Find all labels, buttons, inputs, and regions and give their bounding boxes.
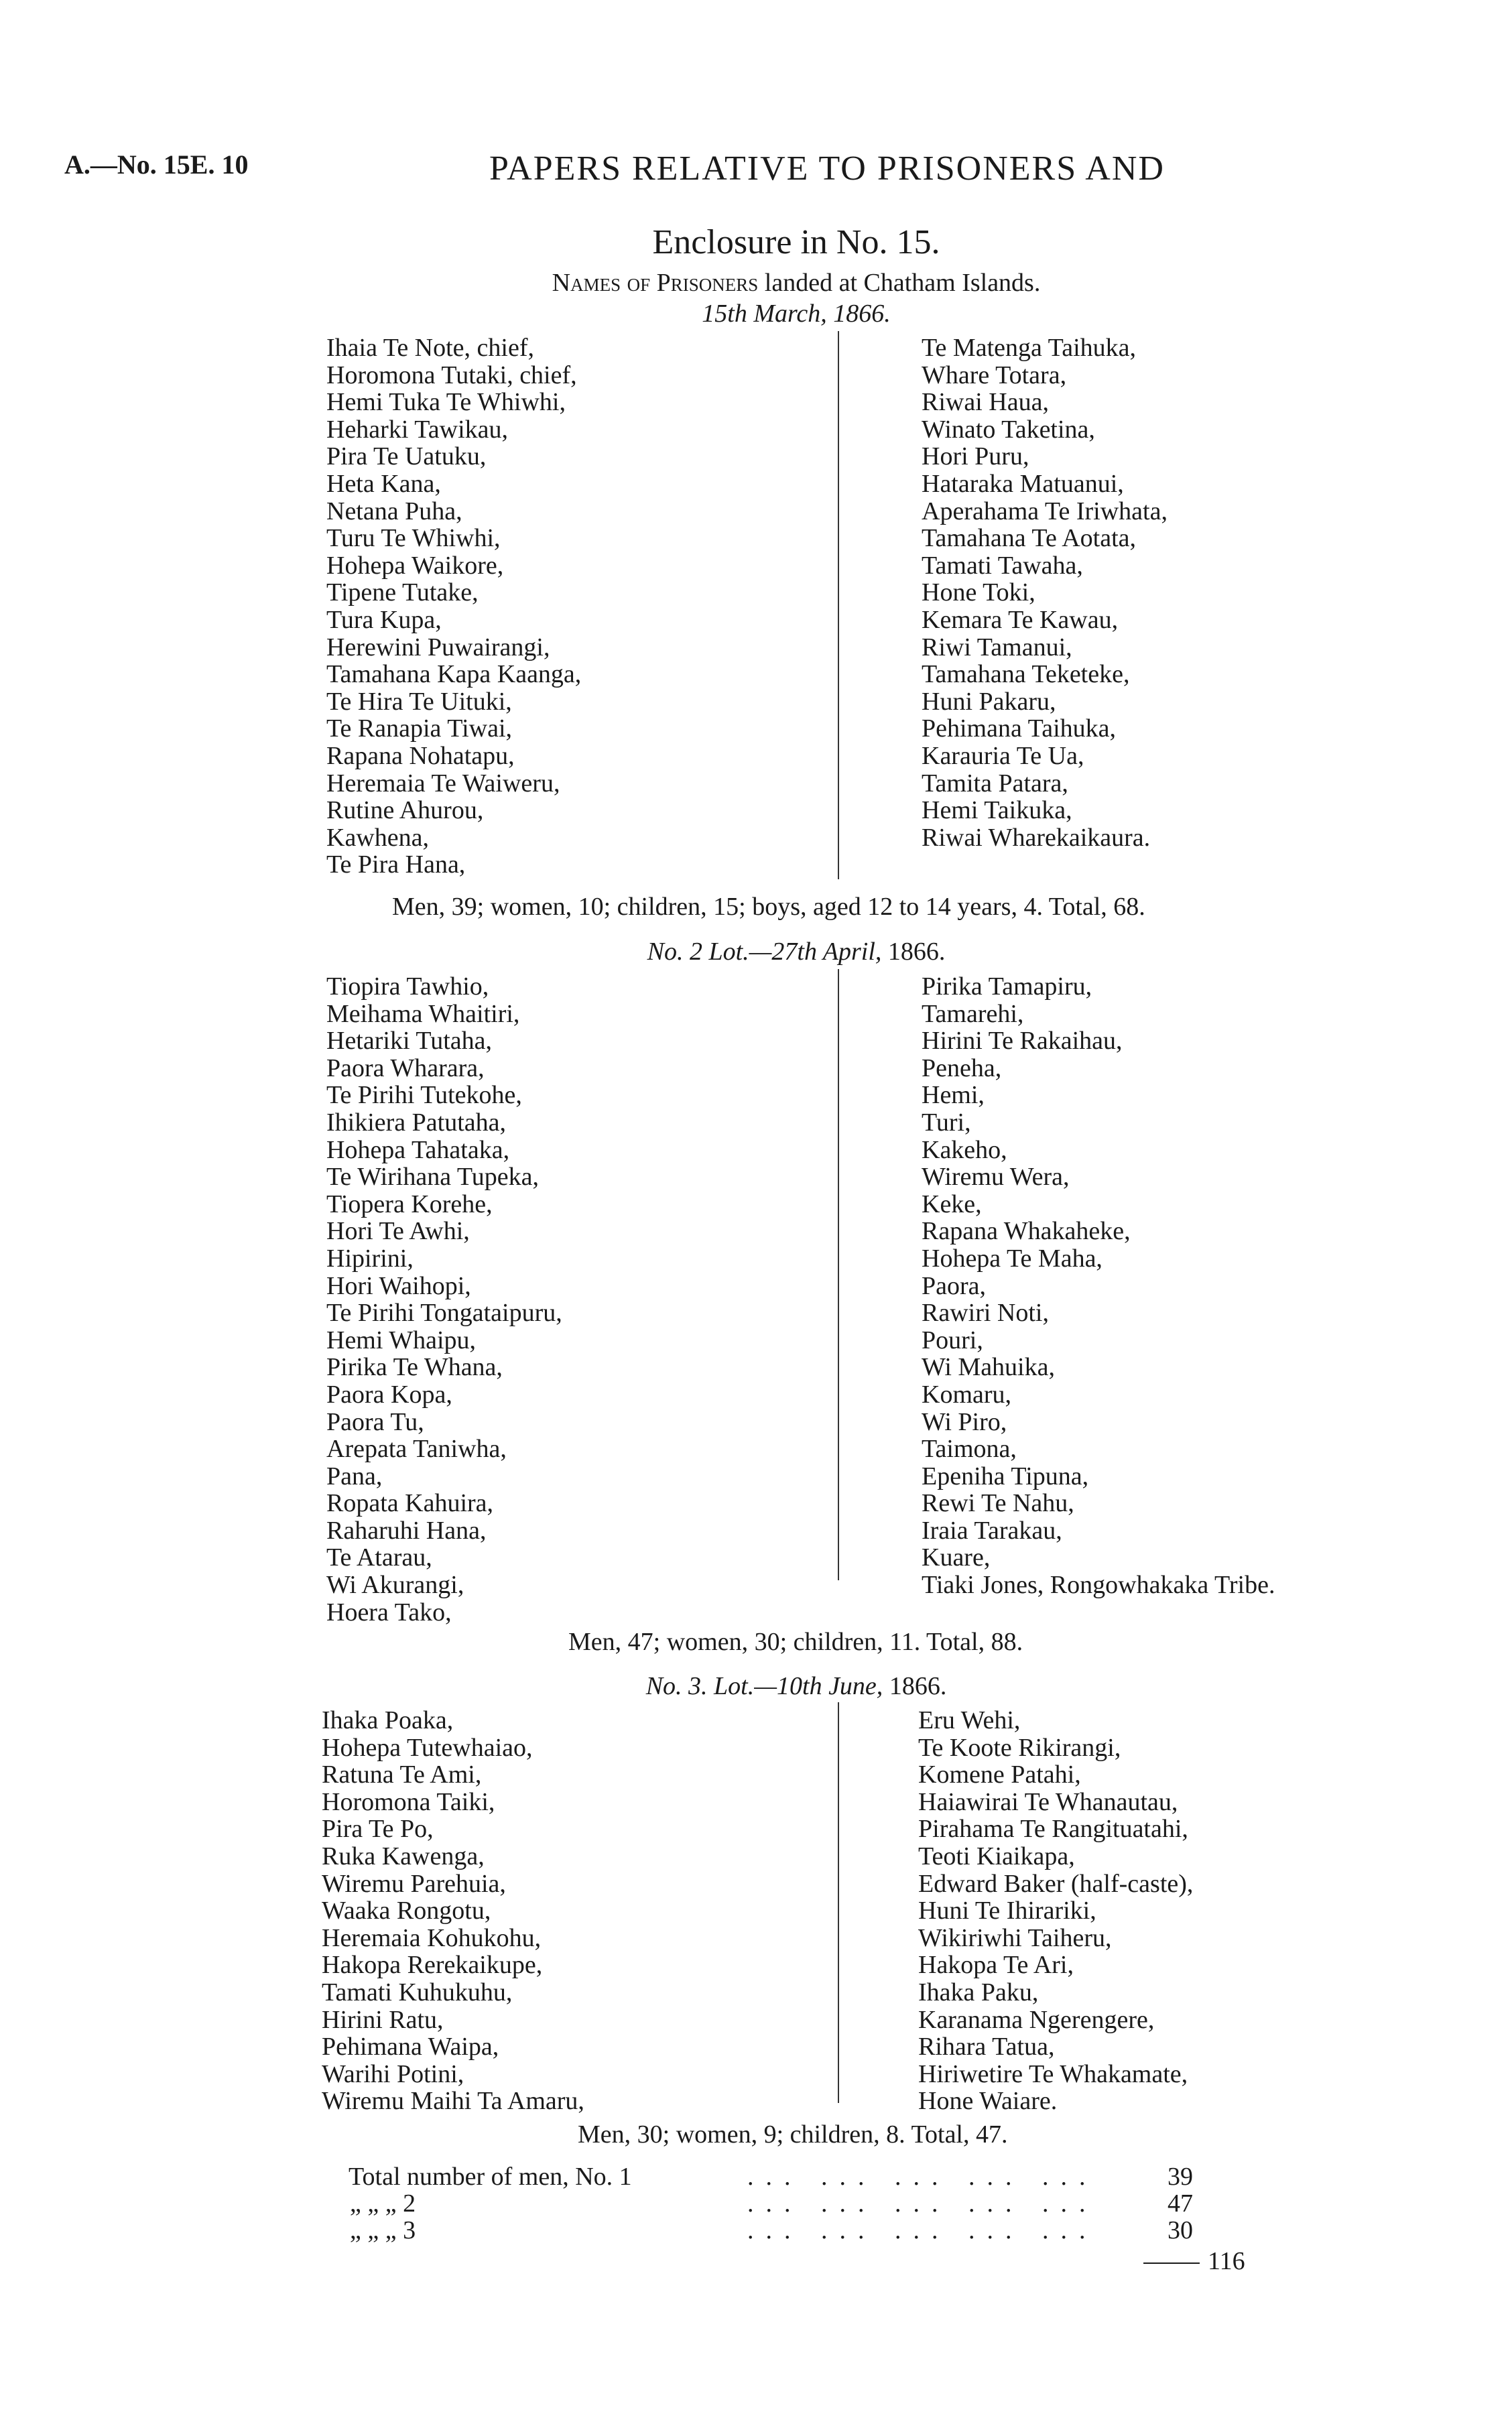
prisoner-name: Heremaia Te Waiweru, (326, 769, 560, 798)
lot2-heading (0, 937, 1512, 966)
prisoner-name: Tiaki Jones, Rongowhakaka Tribe. (922, 1571, 1275, 1600)
prisoner-name: Te Pirihi Tutekohe, (326, 1081, 522, 1110)
prisoner-name: Hemi, (922, 1081, 985, 1110)
total-rule (1143, 2262, 1200, 2264)
prisoner-name: Komaru, (922, 1380, 1012, 1409)
prisoner-name: Hohepa Te Maha, (922, 1244, 1102, 1273)
prisoner-name: Pirahama Te Rangituatahi, (918, 1815, 1188, 1844)
prisoner-name: Hemi Whaipu, (326, 1326, 477, 1354)
prisoner-name: Waaka Rongotu, (322, 1897, 491, 1925)
prisoner-name: Tamita Patara, (922, 769, 1068, 798)
lot2-column-divider (838, 969, 839, 1580)
prisoner-name: Ihaka Poaka, (322, 1706, 454, 1734)
prisoner-name: Wi Akurangi, (326, 1571, 464, 1600)
prisoner-name: Ihikiera Patutaha, (326, 1108, 507, 1137)
lot2-heading-prefix: No. 2 Lot.—27th April, (647, 938, 882, 966)
prisoner-name: Hori Te Awhi, (326, 1217, 470, 1246)
prisoner-name: Meihama Whaitiri, (326, 999, 520, 1028)
grand-total (1143, 2246, 1245, 2276)
prisoner-name: Hakopa Rerekaikupe, (322, 1951, 543, 1980)
totals-label: „ „ „ 2 (350, 2189, 416, 2218)
prisoner-name: Haiawirai Te Whanautau, (918, 1787, 1178, 1816)
prisoner-name: Iraia Tarakau, (922, 1516, 1062, 1545)
leader-dots: ... ... ... ... ... (747, 2216, 1098, 2244)
prisoner-name: Turi, (922, 1108, 971, 1137)
lot1-summary: Men, 39; women, 10; children, 15; boys, aged 12 to 14 years, 4. Total, 68. (392, 893, 1145, 921)
prisoner-name: Komene Patahi, (918, 1761, 1081, 1789)
prisoner-name: Horomona Tutaki, chief, (326, 361, 577, 389)
prisoner-name: Hiriwetire Te Whakamate, (918, 2059, 1188, 2088)
grand-total-value: 116 (1208, 2247, 1245, 2275)
prisoner-name: Hohepa Tahataka, (326, 1135, 510, 1164)
lot2-left-list (326, 973, 562, 1626)
leader-dots: ... ... ... ... ... (747, 2189, 1098, 2218)
prisoner-name: Ihaia Te Note, chief, (326, 334, 534, 362)
prisoner-name: Kawhena, (326, 823, 429, 852)
leader-dots: ... ... ... ... ... (747, 2163, 1098, 2191)
prisoner-name: Hori Puru, (922, 442, 1029, 471)
lot1-heading (0, 299, 1512, 328)
prisoner-name: Te Matenga Taihuka, (922, 334, 1137, 362)
prisoner-name: Hemi Tuka Te Whiwhi, (326, 388, 566, 417)
prisoner-name: Heta Kana, (326, 469, 441, 498)
prisoner-name: Hone Toki, (922, 578, 1035, 607)
prisoner-name: Tamarehi, (922, 999, 1024, 1028)
prisoner-name: Keke, (922, 1190, 982, 1218)
prisoner-name: Tamahana Te Aotata, (922, 524, 1137, 553)
prisoner-name: Te Wirihana Tupeka, (326, 1163, 540, 1192)
names-title-prefix: Names of Prisoners (552, 269, 759, 297)
prisoner-name: Ihaka Paku, (918, 1978, 1039, 2006)
prisoner-name: Hetariki Tutaha, (326, 1027, 492, 1056)
prisoner-name: Tamahana Teketeke, (922, 660, 1130, 689)
prisoner-name: Heremaia Kohukohu, (322, 1923, 542, 1952)
prisoner-name: Karanama Ngerengere, (918, 2005, 1155, 2034)
prisoner-name: Warihi Potini, (322, 2059, 464, 2088)
prisoner-name: Rihara Tatua, (918, 2033, 1055, 2061)
prisoner-name: Hohepa Tutewhaiao, (322, 1733, 533, 1762)
prisoner-name: Te Atarau, (326, 1543, 432, 1572)
lot3-right-list (918, 1707, 1193, 2115)
page-title: PAPERS RELATIVE TO PRISONERS AND (489, 149, 1165, 188)
prisoner-name: Wiremu Parehuia, (322, 1869, 506, 1898)
prisoner-name: Hirini Ratu, (322, 2005, 444, 2034)
prisoner-name: Taimona, (922, 1435, 1017, 1464)
prisoner-name: Tiopira Tawhio, (326, 972, 489, 1001)
prisoner-name: Pana, (326, 1462, 383, 1490)
prisoner-name: Netana Puha, (326, 497, 462, 525)
prisoner-name: Rutine Ahurou, (326, 796, 484, 825)
lot1-left-list (326, 334, 581, 879)
prisoner-name: Rapana Whakaheke, (922, 1217, 1131, 1246)
prisoner-name: Pehimana Waipa, (322, 2033, 499, 2061)
prisoner-name: Heharki Tawikau, (326, 415, 508, 444)
prisoner-name: Wikiriwhi Taiheru, (918, 1923, 1112, 1952)
prisoner-name: Riwi Tamanui, (922, 633, 1072, 661)
prisoner-name: Tamati Kuhukuhu, (322, 1978, 513, 2006)
prisoner-name: Peneha, (922, 1054, 1002, 1082)
lot3-left-list (322, 1707, 584, 2115)
prisoner-name: Winato Taketina, (922, 415, 1095, 444)
prisoner-name: Epeniha Tipuna, (922, 1462, 1089, 1490)
prisoner-name: Kakeho, (922, 1135, 1007, 1164)
lot3-heading (0, 1671, 1512, 1701)
prisoner-name: Pirika Tamapiru, (922, 972, 1092, 1001)
lot1-column-divider (838, 331, 839, 879)
enclosure-title: Enclosure in No. 15. (652, 223, 940, 261)
prisoner-name: Herewini Puwairangi, (326, 633, 550, 661)
lot1-heading-text: 15th March, 1866. (702, 300, 891, 328)
prisoner-name: Huni Pakaru, (922, 687, 1056, 716)
prisoner-name: Kuare, (922, 1543, 991, 1572)
prisoner-name: Rawiri Noti, (922, 1299, 1049, 1328)
prisoner-name: Te Koote Rikirangi, (918, 1733, 1121, 1762)
prisoner-name: Raharuhi Hana, (326, 1516, 487, 1545)
prisoner-name: Ruka Kawenga, (322, 1842, 485, 1870)
lot2-heading-year: 1866. (887, 938, 946, 966)
prisoner-name: Hataraka Matuanui, (922, 469, 1124, 498)
prisoner-name: Arepata Taniwha, (326, 1435, 507, 1464)
prisoner-name: Paora Wharara, (326, 1054, 485, 1082)
prisoner-name: Riwai Haua, (922, 388, 1049, 417)
page-reference: A.—No. 15E. 10 (64, 149, 249, 180)
prisoner-name: Tipene Tutake, (326, 578, 479, 607)
prisoner-name: Te Pirihi Tongataipuru, (326, 1299, 562, 1328)
lot1-right-list (922, 334, 1168, 851)
totals-value: 30 (1168, 2216, 1193, 2244)
prisoner-name: Ratuna Te Ami, (322, 1761, 482, 1789)
prisoner-name: Eru Wehi, (918, 1706, 1021, 1734)
lot3-heading-year: 1866. (889, 1672, 947, 1700)
prisoner-name: Pirika Te Whana, (326, 1353, 503, 1382)
prisoner-name: Karauria Te Ua, (922, 741, 1084, 770)
prisoner-name: Hirini Te Rakaihau, (922, 1027, 1123, 1056)
prisoner-name: Paora, (922, 1271, 987, 1300)
prisoner-name: Wi Mahuika, (922, 1353, 1055, 1382)
names-title (0, 268, 1512, 298)
lot3-column-divider (838, 1702, 839, 2103)
prisoner-name: Tiopera Korehe, (326, 1190, 493, 1218)
lot2-right-list (922, 973, 1275, 1599)
prisoner-name: Te Pira Hana, (326, 850, 466, 879)
lot2-summary: Men, 47; women, 30; children, 11. Total, 88. (568, 1628, 1023, 1656)
names-title-suffix: landed at Chatham Islands. (764, 269, 1041, 297)
prisoner-name: Te Ranapia Tiwai, (326, 714, 513, 743)
prisoner-name: Pira Te Uatuku, (326, 442, 487, 471)
totals-value: 39 (1168, 2163, 1193, 2191)
prisoner-name: Hipirini, (326, 1244, 414, 1273)
totals-value: 47 (1168, 2189, 1193, 2218)
prisoner-name: Hakopa Te Ari, (918, 1951, 1074, 1980)
prisoner-name: Hoera Tako, (326, 1598, 452, 1627)
prisoner-name: Paora Tu, (326, 1407, 424, 1436)
totals-label: Total number of men, No. 1 (349, 2163, 632, 2191)
prisoner-name: Edward Baker (half-caste), (918, 1869, 1194, 1898)
lot3-summary: Men, 30; women, 9; children, 8. Total, 47. (578, 2120, 1008, 2149)
prisoner-name: Horomona Taiki, (322, 1787, 495, 1816)
prisoner-name: Hori Waihopi, (326, 1271, 471, 1300)
prisoner-name: Hohepa Waikore, (326, 551, 504, 580)
prisoner-name: Turu Te Whiwhi, (326, 524, 501, 553)
prisoner-name: Rapana Nohatapu, (326, 741, 515, 770)
prisoner-name: Riwai Wharekaikaura. (922, 823, 1151, 852)
prisoner-name: Whare Totara, (922, 361, 1067, 389)
prisoner-name: Aperahama Te Iriwhata, (922, 497, 1168, 525)
prisoner-name: Hone Waiare. (918, 2087, 1058, 2116)
prisoner-name: Huni Te Ihirariki, (918, 1897, 1096, 1925)
prisoner-name: Teoti Kiaikapa, (918, 1842, 1075, 1870)
lot3-heading-prefix: No. 3. Lot.—10th June, (645, 1672, 883, 1700)
prisoner-name: Tamahana Kapa Kaanga, (326, 660, 582, 689)
prisoner-name: Hemi Taikuka, (922, 796, 1072, 825)
prisoner-name: Wiremu Maihi Ta Amaru, (322, 2087, 584, 2116)
prisoner-name: Tamati Tawaha, (922, 551, 1083, 580)
prisoner-name: Pouri, (922, 1326, 983, 1354)
prisoner-name: Wiremu Wera, (922, 1163, 1070, 1192)
prisoner-name: Tura Kupa, (326, 605, 442, 634)
prisoner-name: Wi Piro, (922, 1407, 1007, 1436)
prisoner-name: Paora Kopa, (326, 1380, 452, 1409)
prisoner-name: Rewi Te Nahu, (922, 1489, 1074, 1518)
totals-label: „ „ „ 3 (350, 2216, 416, 2244)
prisoner-name: Te Hira Te Uituki, (326, 687, 512, 716)
prisoner-name: Kemara Te Kawau, (922, 605, 1119, 634)
prisoner-name: Pehimana Taihuka, (922, 714, 1117, 743)
prisoner-name: Pira Te Po, (322, 1815, 434, 1844)
prisoner-name: Ropata Kahuira, (326, 1489, 494, 1518)
